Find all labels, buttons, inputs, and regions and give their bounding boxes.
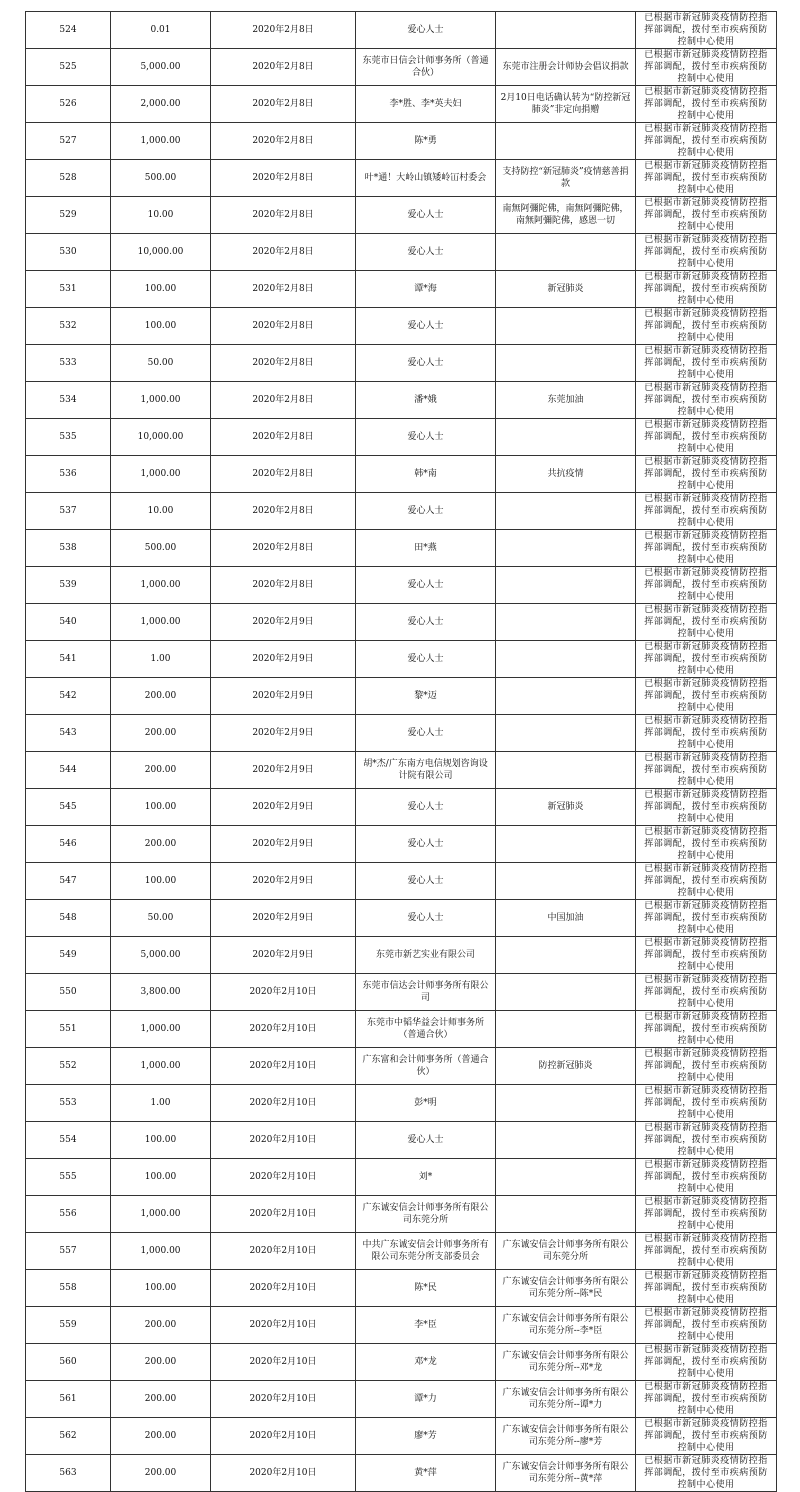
donor-name: 爱心人士: [356, 197, 496, 234]
donation-purpose: [496, 1196, 636, 1233]
donation-amount: 1,000.00: [111, 604, 211, 641]
donation-amount: 1.00: [111, 1085, 211, 1122]
row-number: 549: [26, 937, 111, 974]
donation-date: 2020年2月8日: [211, 382, 356, 419]
donation-amount: 50.00: [111, 900, 211, 937]
use-note: 已根据市新冠肺炎疫情防控指挥部调配，拨付至市疾病预防控制中心使用: [636, 1011, 777, 1048]
donation-purpose: [496, 345, 636, 382]
donation-amount: 2,000.00: [111, 86, 211, 123]
row-number: 527: [26, 123, 111, 160]
use-note: 已根据市新冠肺炎疫情防控指挥部调配，拨付至市疾病预防控制中心使用: [636, 641, 777, 678]
table-row: [26, 1307, 777, 1344]
use-note: 已根据市新冠肺炎疫情防控指挥部调配，拨付至市疾病预防控制中心使用: [636, 863, 777, 900]
donation-date: 2020年2月10日: [211, 1381, 356, 1418]
donor-name: 爱心人士: [356, 789, 496, 826]
donation-date: 2020年2月9日: [211, 900, 356, 937]
donor-name: 爱心人士: [356, 604, 496, 641]
donation-purpose: 支持防控“新冠肺炎”疫情慈善捐款: [496, 160, 636, 197]
donor-name: 潘*娥: [356, 382, 496, 419]
use-note: 已根据市新冠肺炎疫情防控指挥部调配，拨付至市疾病预防控制中心使用: [636, 789, 777, 826]
donation-date: 2020年2月9日: [211, 715, 356, 752]
donation-date: 2020年2月10日: [211, 1085, 356, 1122]
use-note: 已根据市新冠肺炎疫情防控指挥部调配，拨付至市疾病预防控制中心使用: [636, 1455, 777, 1492]
use-note: 已根据市新冠肺炎疫情防控指挥部调配，拨付至市疾病预防控制中心使用: [636, 974, 777, 1011]
donation-date: 2020年2月9日: [211, 789, 356, 826]
use-note: 已根据市新冠肺炎疫情防控指挥部调配，拨付至市疾病预防控制中心使用: [636, 1381, 777, 1418]
table-row: [26, 49, 777, 86]
donation-amount: 1,000.00: [111, 123, 211, 160]
donation-amount: 1,000.00: [111, 567, 211, 604]
table-row: [26, 86, 777, 123]
use-note: 已根据市新冠肺炎疫情防控指挥部调配，拨付至市疾病预防控制中心使用: [636, 123, 777, 160]
row-number: 559: [26, 1307, 111, 1344]
donor-name: 爱心人士: [356, 715, 496, 752]
row-number: 553: [26, 1085, 111, 1122]
table-row: [26, 160, 777, 197]
donor-name: 黄*萍: [356, 1455, 496, 1492]
donor-name: 邓*龙: [356, 1344, 496, 1381]
use-note: 已根据市新冠肺炎疫情防控指挥部调配，拨付至市疾病预防控制中心使用: [636, 678, 777, 715]
table-row: [26, 308, 777, 345]
table-row: [26, 382, 777, 419]
donation-amount: 200.00: [111, 1307, 211, 1344]
use-note: 已根据市新冠肺炎疫情防控指挥部调配，拨付至市疾病预防控制中心使用: [636, 1085, 777, 1122]
table-row: [26, 1122, 777, 1159]
table-row: [26, 234, 777, 271]
row-number: 562: [26, 1418, 111, 1455]
donor-name: 李*胜、李*英夫妇: [356, 86, 496, 123]
donation-amount: 500.00: [111, 530, 211, 567]
donation-amount: 100.00: [111, 271, 211, 308]
donation-date: 2020年2月10日: [211, 1011, 356, 1048]
donor-name: 谭*海: [356, 271, 496, 308]
donation-purpose: [496, 974, 636, 1011]
donation-amount: 1.00: [111, 641, 211, 678]
table-row: [26, 900, 777, 937]
use-note: 已根据市新冠肺炎疫情防控指挥部调配，拨付至市疾病预防控制中心使用: [636, 530, 777, 567]
donation-amount: 100.00: [111, 1270, 211, 1307]
donation-purpose: 广东诚安信会计师事务所有限公司东莞分所--邓*龙: [496, 1344, 636, 1381]
donor-name: 李*臣: [356, 1307, 496, 1344]
donation-amount: 200.00: [111, 678, 211, 715]
donation-date: 2020年2月8日: [211, 419, 356, 456]
use-note: 已根据市新冠肺炎疫情防控指挥部调配，拨付至市疾病预防控制中心使用: [636, 49, 777, 86]
donation-purpose: [496, 937, 636, 974]
row-number: 546: [26, 826, 111, 863]
use-note: 已根据市新冠肺炎疫情防控指挥部调配，拨付至市疾病预防控制中心使用: [636, 1048, 777, 1085]
donation-purpose: [496, 1159, 636, 1196]
use-note: 已根据市新冠肺炎疫情防控指挥部调配，拨付至市疾病预防控制中心使用: [636, 1196, 777, 1233]
row-number: 557: [26, 1233, 111, 1270]
donation-date: 2020年2月8日: [211, 49, 356, 86]
row-number: 545: [26, 789, 111, 826]
donation-purpose: [496, 12, 636, 49]
row-number: 541: [26, 641, 111, 678]
donor-name: 彭*明: [356, 1085, 496, 1122]
donation-amount: 200.00: [111, 1418, 211, 1455]
donation-amount: 100.00: [111, 1122, 211, 1159]
donation-amount: 200.00: [111, 715, 211, 752]
donation-purpose: [496, 1122, 636, 1159]
table-row: [26, 1196, 777, 1233]
donor-name: 爱心人士: [356, 493, 496, 530]
donation-purpose: [496, 826, 636, 863]
use-note: 已根据市新冠肺炎疫情防控指挥部调配，拨付至市疾病预防控制中心使用: [636, 1122, 777, 1159]
use-note: 已根据市新冠肺炎疫情防控指挥部调配，拨付至市疾病预防控制中心使用: [636, 160, 777, 197]
donation-date: 2020年2月9日: [211, 604, 356, 641]
donation-amount: 50.00: [111, 345, 211, 382]
donation-date: 2020年2月9日: [211, 863, 356, 900]
row-number: 547: [26, 863, 111, 900]
donation-amount: 100.00: [111, 1159, 211, 1196]
donation-amount: 200.00: [111, 1455, 211, 1492]
table-row: [26, 826, 777, 863]
donor-name: 爱心人士: [356, 234, 496, 271]
donation-purpose: [496, 530, 636, 567]
use-note: 已根据市新冠肺炎疫情防控指挥部调配，拨付至市疾病预防控制中心使用: [636, 419, 777, 456]
donation-date: 2020年2月10日: [211, 1455, 356, 1492]
use-note: 已根据市新冠肺炎疫情防控指挥部调配，拨付至市疾病预防控制中心使用: [636, 1233, 777, 1270]
donation-date: 2020年2月8日: [211, 308, 356, 345]
donor-name: 广东诚安信会计师事务所有限公司东莞分所: [356, 1196, 496, 1233]
donation-date: 2020年2月10日: [211, 1122, 356, 1159]
donation-date: 2020年2月10日: [211, 1196, 356, 1233]
row-number: 561: [26, 1381, 111, 1418]
donation-amount: 10.00: [111, 493, 211, 530]
donor-name: 爱心人士: [356, 308, 496, 345]
donation-date: 2020年2月8日: [211, 12, 356, 49]
row-number: 532: [26, 308, 111, 345]
donation-date: 2020年2月10日: [211, 1233, 356, 1270]
donation-purpose: [496, 678, 636, 715]
donation-amount: 1,000.00: [111, 1196, 211, 1233]
use-note: 已根据市新冠肺炎疫情防控指挥部调配，拨付至市疾病预防控制中心使用: [636, 1307, 777, 1344]
donation-date: 2020年2月8日: [211, 234, 356, 271]
table-row: [26, 197, 777, 234]
table-row: [26, 456, 777, 493]
table-row: [26, 345, 777, 382]
donation-date: 2020年2月8日: [211, 86, 356, 123]
donation-amount: 5,000.00: [111, 937, 211, 974]
table-row: [26, 789, 777, 826]
donation-date: 2020年2月9日: [211, 678, 356, 715]
table-row: [26, 974, 777, 1011]
row-number: 537: [26, 493, 111, 530]
donation-purpose: [496, 752, 636, 789]
table-row: [26, 1085, 777, 1122]
row-number: 524: [26, 12, 111, 49]
row-number: 534: [26, 382, 111, 419]
use-note: 已根据市新冠肺炎疫情防控指挥部调配，拨付至市疾病预防控制中心使用: [636, 1159, 777, 1196]
donation-purpose: 防控新冠肺炎: [496, 1048, 636, 1085]
donation-date: 2020年2月10日: [211, 1270, 356, 1307]
use-note: 已根据市新冠肺炎疫情防控指挥部调配，拨付至市疾病预防控制中心使用: [636, 1344, 777, 1381]
table-row: [26, 604, 777, 641]
donor-name: 东莞市新艺实业有限公司: [356, 937, 496, 974]
table-row: [26, 1344, 777, 1381]
donation-purpose: 新冠肺炎: [496, 789, 636, 826]
donation-purpose: 广东诚安信会计师事务所有限公司东莞分所--李*臣: [496, 1307, 636, 1344]
use-note: 已根据市新冠肺炎疫情防控指挥部调配，拨付至市疾病预防控制中心使用: [636, 1418, 777, 1455]
use-note: 已根据市新冠肺炎疫情防控指挥部调配，拨付至市疾病预防控制中心使用: [636, 86, 777, 123]
table-row: [26, 12, 777, 49]
donation-amount: 1,000.00: [111, 382, 211, 419]
table-row: [26, 1159, 777, 1196]
donation-table-body: [26, 12, 777, 1492]
donation-purpose: [496, 234, 636, 271]
donor-name: 黎*迈: [356, 678, 496, 715]
use-note: 已根据市新冠肺炎疫情防控指挥部调配，拨付至市疾病预防控制中心使用: [636, 1270, 777, 1307]
use-note: 已根据市新冠肺炎疫情防控指挥部调配，拨付至市疾病预防控制中心使用: [636, 345, 777, 382]
table-row: [26, 641, 777, 678]
table-row: [26, 1011, 777, 1048]
table-row: [26, 123, 777, 160]
donation-amount: 1,000.00: [111, 456, 211, 493]
use-note: 已根据市新冠肺炎疫情防控指挥部调配，拨付至市疾病预防控制中心使用: [636, 937, 777, 974]
donation-date: 2020年2月10日: [211, 1344, 356, 1381]
row-number: 533: [26, 345, 111, 382]
row-number: 548: [26, 900, 111, 937]
row-number: 529: [26, 197, 111, 234]
use-note: 已根据市新冠肺炎疫情防控指挥部调配，拨付至市疾病预防控制中心使用: [636, 308, 777, 345]
donor-name: 陈*民: [356, 1270, 496, 1307]
donation-amount: 1,000.00: [111, 1011, 211, 1048]
donation-table: [25, 11, 777, 1492]
use-note: 已根据市新冠肺炎疫情防控指挥部调配，拨付至市疾病预防控制中心使用: [636, 493, 777, 530]
donation-purpose: 中国加油: [496, 900, 636, 937]
table-row: [26, 1233, 777, 1270]
donation-date: 2020年2月9日: [211, 937, 356, 974]
donation-date: 2020年2月8日: [211, 456, 356, 493]
donation-purpose: [496, 493, 636, 530]
donation-date: 2020年2月10日: [211, 1048, 356, 1085]
donation-purpose: 东莞市注册会计师协会倡议捐款: [496, 49, 636, 86]
table-row: [26, 863, 777, 900]
donation-purpose: 东莞加油: [496, 382, 636, 419]
use-note: 已根据市新冠肺炎疫情防控指挥部调配，拨付至市疾病预防控制中心使用: [636, 382, 777, 419]
table-row: [26, 493, 777, 530]
table-row: [26, 419, 777, 456]
donation-purpose: [496, 1085, 636, 1122]
donor-name: 爱心人士: [356, 826, 496, 863]
donation-purpose: [496, 863, 636, 900]
donation-date: 2020年2月8日: [211, 567, 356, 604]
row-number: 560: [26, 1344, 111, 1381]
donation-amount: 3,800.00: [111, 974, 211, 1011]
use-note: 已根据市新冠肺炎疫情防控指挥部调配，拨付至市疾病预防控制中心使用: [636, 826, 777, 863]
row-number: 563: [26, 1455, 111, 1492]
donation-date: 2020年2月9日: [211, 752, 356, 789]
donation-date: 2020年2月8日: [211, 160, 356, 197]
row-number: 538: [26, 530, 111, 567]
donor-name: 陈*勇: [356, 123, 496, 160]
use-note: 已根据市新冠肺炎疫情防控指挥部调配，拨付至市疾病预防控制中心使用: [636, 715, 777, 752]
donor-name: 爱心人士: [356, 567, 496, 604]
donation-amount: 100.00: [111, 789, 211, 826]
use-note: 已根据市新冠肺炎疫情防控指挥部调配，拨付至市疾病预防控制中心使用: [636, 604, 777, 641]
donor-name: 谭*力: [356, 1381, 496, 1418]
row-number: 543: [26, 715, 111, 752]
donation-amount: 10,000.00: [111, 234, 211, 271]
donor-name: 田*燕: [356, 530, 496, 567]
donation-purpose: [496, 419, 636, 456]
use-note: 已根据市新冠肺炎疫情防控指挥部调配，拨付至市疾病预防控制中心使用: [636, 12, 777, 49]
row-number: 552: [26, 1048, 111, 1085]
row-number: 531: [26, 271, 111, 308]
donation-amount: 0.01: [111, 12, 211, 49]
use-note: 已根据市新冠肺炎疫情防控指挥部调配，拨付至市疾病预防控制中心使用: [636, 234, 777, 271]
use-note: 已根据市新冠肺炎疫情防控指挥部调配，拨付至市疾病预防控制中心使用: [636, 197, 777, 234]
donor-name: 广东富和会计师事务所（普通合伙）: [356, 1048, 496, 1085]
donor-name: 韩*南: [356, 456, 496, 493]
donation-purpose: [496, 715, 636, 752]
row-number: 526: [26, 86, 111, 123]
row-number: 556: [26, 1196, 111, 1233]
donor-name: 东莞市中韬华益会计师事务所（普通合伙）: [356, 1011, 496, 1048]
row-number: 535: [26, 419, 111, 456]
donation-amount: 100.00: [111, 863, 211, 900]
row-number: 551: [26, 1011, 111, 1048]
row-number: 540: [26, 604, 111, 641]
donation-date: 2020年2月8日: [211, 123, 356, 160]
table-row: [26, 271, 777, 308]
donor-name: 爱心人士: [356, 641, 496, 678]
donation-amount: 500.00: [111, 160, 211, 197]
donor-name: 中共广东诚安信会计师事务所有限公司东莞分所支部委员会: [356, 1233, 496, 1270]
use-note: 已根据市新冠肺炎疫情防控指挥部调配，拨付至市疾病预防控制中心使用: [636, 900, 777, 937]
donation-amount: 200.00: [111, 1344, 211, 1381]
donation-purpose: [496, 123, 636, 160]
donor-name: 东莞市信达会计师事务所有限公司: [356, 974, 496, 1011]
donor-name: 胡*杰/广东南方电信规划咨询设计院有限公司: [356, 752, 496, 789]
row-number: 525: [26, 49, 111, 86]
table-row: [26, 567, 777, 604]
donation-amount: 200.00: [111, 1381, 211, 1418]
row-number: 558: [26, 1270, 111, 1307]
table-row: [26, 530, 777, 567]
donation-date: 2020年2月9日: [211, 641, 356, 678]
row-number: 554: [26, 1122, 111, 1159]
donation-date: 2020年2月9日: [211, 826, 356, 863]
use-note: 已根据市新冠肺炎疫情防控指挥部调配，拨付至市疾病预防控制中心使用: [636, 456, 777, 493]
row-number: 542: [26, 678, 111, 715]
use-note: 已根据市新冠肺炎疫情防控指挥部调配，拨付至市疾病预防控制中心使用: [636, 752, 777, 789]
row-number: 539: [26, 567, 111, 604]
donor-name: 刘*: [356, 1159, 496, 1196]
use-note: 已根据市新冠肺炎疫情防控指挥部调配，拨付至市疾病预防控制中心使用: [636, 271, 777, 308]
use-note: 已根据市新冠肺炎疫情防控指挥部调配，拨付至市疾病预防控制中心使用: [636, 567, 777, 604]
table-row: [26, 1381, 777, 1418]
donation-purpose: [496, 1011, 636, 1048]
table-row: [26, 1048, 777, 1085]
table-row: [26, 678, 777, 715]
donation-date: 2020年2月8日: [211, 530, 356, 567]
donation-amount: 200.00: [111, 752, 211, 789]
donation-date: 2020年2月10日: [211, 1307, 356, 1344]
donation-date: 2020年2月10日: [211, 1418, 356, 1455]
donation-purpose: 广东诚安信会计师事务所有限公司东莞分所--黄*萍: [496, 1455, 636, 1492]
donor-name: 爱心人士: [356, 12, 496, 49]
donation-purpose: 广东诚安信会计师事务所有限公司东莞分所: [496, 1233, 636, 1270]
donation-amount: 10.00: [111, 197, 211, 234]
donation-purpose: 新冠肺炎: [496, 271, 636, 308]
donor-name: 爱心人士: [356, 900, 496, 937]
donation-purpose: 广东诚安信会计师事务所有限公司东莞分所--谭*力: [496, 1381, 636, 1418]
donation-date: 2020年2月10日: [211, 974, 356, 1011]
donation-purpose: [496, 308, 636, 345]
donation-amount: 100.00: [111, 308, 211, 345]
row-number: 530: [26, 234, 111, 271]
donation-purpose: [496, 604, 636, 641]
donation-date: 2020年2月8日: [211, 271, 356, 308]
donor-name: 廖*芳: [356, 1418, 496, 1455]
donation-amount: 1,000.00: [111, 1233, 211, 1270]
table-row: [26, 752, 777, 789]
donor-name: 爱心人士: [356, 863, 496, 900]
donation-purpose: 广东诚安信会计师事务所有限公司东莞分所--廖*芳: [496, 1418, 636, 1455]
row-number: 544: [26, 752, 111, 789]
donation-purpose: [496, 567, 636, 604]
table-row: [26, 1455, 777, 1492]
donor-name: 爱心人士: [356, 1122, 496, 1159]
donor-name: 爱心人士: [356, 419, 496, 456]
donation-amount: 200.00: [111, 826, 211, 863]
donor-name: 爱心人士: [356, 345, 496, 382]
donation-purpose: 南無阿彌陀佛，南無阿彌陀佛，南無阿彌陀佛，感恩一切: [496, 197, 636, 234]
row-number: 550: [26, 974, 111, 1011]
donation-date: 2020年2月10日: [211, 1159, 356, 1196]
table-row: [26, 1418, 777, 1455]
row-number: 528: [26, 160, 111, 197]
donor-name: 东莞市日信会计师事务所（普通合伙）: [356, 49, 496, 86]
donation-date: 2020年2月8日: [211, 493, 356, 530]
table-row: [26, 715, 777, 752]
donation-purpose: 共抗疫情: [496, 456, 636, 493]
row-number: 555: [26, 1159, 111, 1196]
donor-name: 叶*通！大岭山镇矮岭冚村委会: [356, 160, 496, 197]
donation-purpose: [496, 641, 636, 678]
table-row: [26, 937, 777, 974]
donation-date: 2020年2月8日: [211, 197, 356, 234]
donation-purpose: 2月10日电话确认转为“防控新冠肺炎”非定向捐赠: [496, 86, 636, 123]
row-number: 536: [26, 456, 111, 493]
donation-purpose: 广东诚安信会计师事务所有限公司东莞分所--陈*民: [496, 1270, 636, 1307]
donation-amount: 5,000.00: [111, 49, 211, 86]
donation-date: 2020年2月8日: [211, 345, 356, 382]
donation-amount: 1,000.00: [111, 1048, 211, 1085]
table-row: [26, 1270, 777, 1307]
donation-amount: 10,000.00: [111, 419, 211, 456]
